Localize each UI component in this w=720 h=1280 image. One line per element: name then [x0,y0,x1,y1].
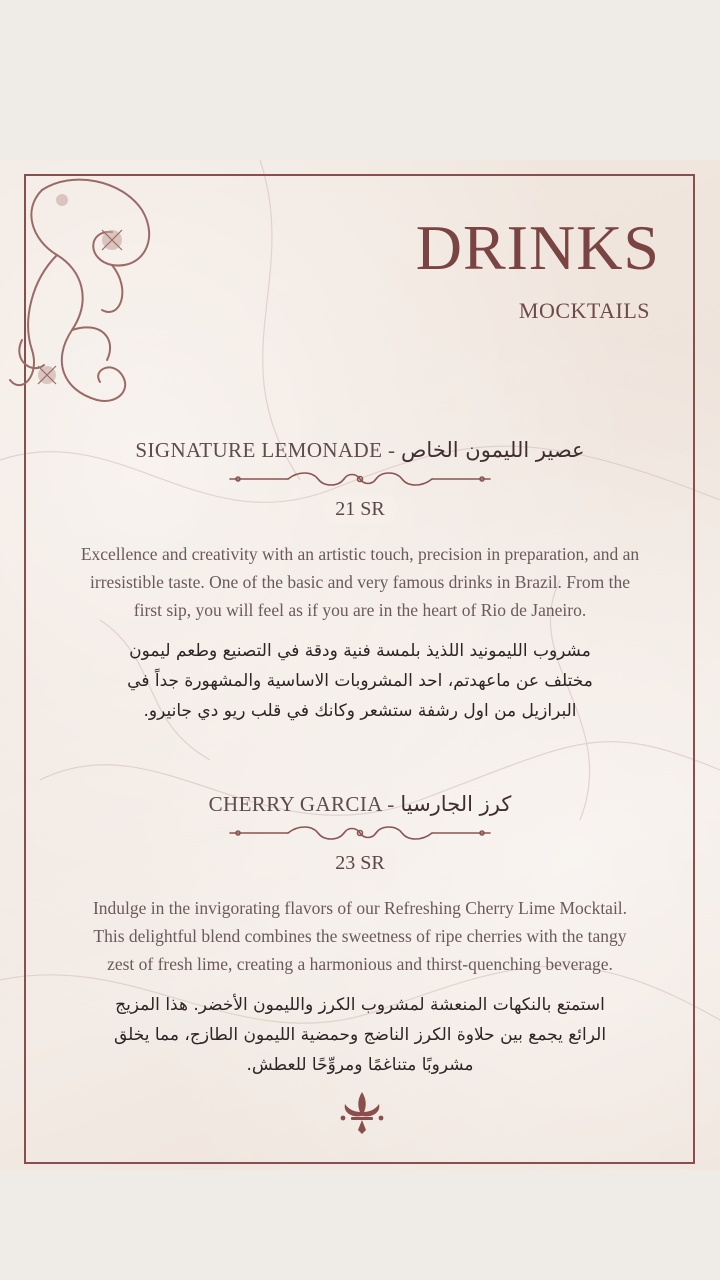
item-name-en: CHERRY GARCIA - [208,792,401,816]
item-name [60,792,660,817]
scroll-divider-icon [228,471,492,487]
title-block [415,212,660,324]
item-description-ar: استمتع بالنكهات المنعشة لمشروب الكرز والليمون الأخضر. هذا المزيج الرائع يجمع بين حلاوة الكرز الناضج وحمضية الليمون الطازج، مما يخلق مشروبًا متناغمًا ومروِّحًا للعطش. [113,995,607,1075]
item-name [60,438,660,463]
fleur-de-lis-icon [337,1090,387,1136]
item-description-en: Indulge in the invigorating flavors of our Refreshing Cherry Lime Mocktail. This delightful blend combines the sweetness of ripe cherries with the tangy zest of fresh lime, creating a harmonious and thirst-quenching beverage. [92,898,628,974]
item-description-en: Excellence and creativity with an artistic touch, precision in preparation, and an irresistible taste. One of the basic and very famous drinks in Brazil. From the first sip, you will feel as if you are in the heart of Rio de Janeiro. [80,544,640,620]
scroll-divider-icon [228,825,492,841]
item-price: 23 SR [323,849,396,878]
menu-card [0,160,720,1170]
item-description-ar: مشروب الليمونيد اللذيذ بلمسة فنية ودقة في التصنيع وطعم ليمون مختلف عن ماعهدتم، احد المشروبات الاساسية والمشهورة جداً في البرازيل من اول رشفة ستشعر وكانك في قلب ريو دي جانيرو. [127,641,593,721]
item-name-ar: عصير الليمون الخاص [401,438,585,462]
acanthus-scroll-icon [2,160,172,420]
page-title: DRINKS [415,212,660,283]
menu-item [60,792,660,1080]
item-name-ar: كرز الجارسيا [400,792,512,816]
item-price: 21 SR [323,495,396,524]
menu-item [60,438,660,726]
page-subtitle: MOCKTAILS [518,298,650,323]
item-name-en: SIGNATURE LEMONADE - [135,438,402,462]
